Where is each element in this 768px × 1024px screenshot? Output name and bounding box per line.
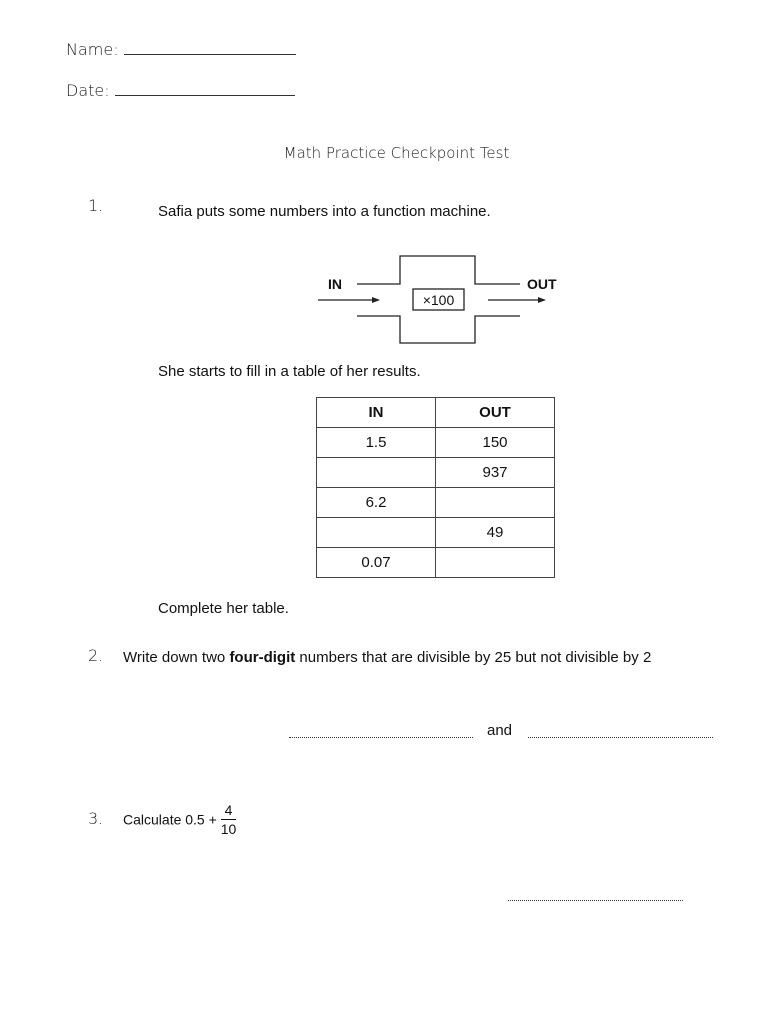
- q3-answer-line[interactable]: [508, 900, 683, 901]
- table-row: [317, 428, 555, 458]
- page-title: Math Practice Checkpoint Test: [283, 144, 510, 162]
- table-row: [317, 458, 555, 488]
- q2-and-label: and: [487, 722, 513, 739]
- q2-text-after: numbers that are divisible by 25 but not divisible by 2: [295, 649, 652, 666]
- table-cell-out[interactable]: 150: [436, 428, 555, 458]
- machine-out-label: OUT: [527, 276, 557, 292]
- q2-text: [123, 649, 651, 666]
- table-row: [317, 548, 555, 578]
- machine-in-label: IN: [328, 276, 342, 292]
- table-cell-in[interactable]: 6.2: [317, 488, 436, 518]
- q3-fraction: [221, 803, 237, 836]
- table-row: [317, 518, 555, 548]
- results-table: [316, 397, 555, 578]
- q2-answer-line-1[interactable]: [289, 737, 473, 738]
- q1-number: 1.: [88, 196, 104, 215]
- table-header-row: [317, 398, 555, 428]
- q1-intro: Safia puts some numbers into a function machine.: [158, 203, 491, 220]
- q3-number: 3.: [88, 809, 104, 828]
- q3-text: Calculate 0.5 +: [123, 811, 217, 828]
- q1-table-intro: She starts to fill in a table of her results.: [158, 363, 421, 380]
- name-row: [66, 40, 296, 59]
- out-arrow-icon: [538, 297, 546, 303]
- date-row: [66, 81, 295, 100]
- table-header-in: IN: [317, 398, 436, 428]
- name-field[interactable]: [124, 40, 296, 55]
- date-label: Date:: [66, 81, 110, 100]
- in-arrow-icon: [372, 297, 380, 303]
- q2-text-before: Write down two: [123, 649, 230, 666]
- table-cell-in[interactable]: [317, 458, 436, 488]
- q2-answer-line-2[interactable]: [528, 737, 713, 738]
- table-cell-out[interactable]: [436, 488, 555, 518]
- function-machine-diagram: [310, 250, 570, 350]
- table-row: [317, 488, 555, 518]
- q3-fraction-numerator: 4: [221, 803, 237, 820]
- date-field[interactable]: [115, 81, 295, 96]
- table-cell-in[interactable]: 0.07: [317, 548, 436, 578]
- table-cell-in[interactable]: 1.5: [317, 428, 436, 458]
- machine-operation: ×100: [422, 292, 455, 308]
- table-header-out: OUT: [436, 398, 555, 428]
- name-label: Name:: [66, 40, 119, 59]
- q2-number: 2.: [88, 646, 104, 665]
- table-cell-out[interactable]: 937: [436, 458, 555, 488]
- table-cell-out[interactable]: [436, 548, 555, 578]
- q1-instruction: Complete her table.: [158, 600, 289, 617]
- table-cell-out[interactable]: 49: [436, 518, 555, 548]
- table-cell-in[interactable]: [317, 518, 436, 548]
- q3-expression: [123, 803, 236, 836]
- q2-text-bold: four-digit: [229, 649, 296, 666]
- q3-fraction-denominator: 10: [220, 821, 237, 837]
